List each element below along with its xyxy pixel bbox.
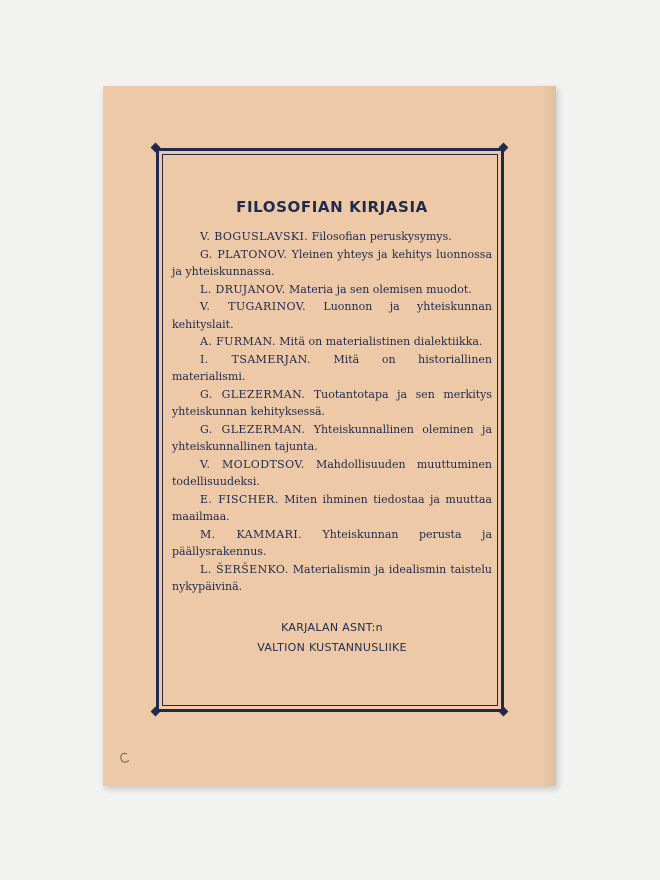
cover-edge-shade [542,86,556,786]
book-author: L. DRUJANOV. [200,282,286,296]
publisher-line-1: KARJALAN ASNT:n [281,620,383,634]
book-entry [172,491,492,526]
book-author: A. FURMAN. [200,335,276,348]
publisher-line-2: VALTION KUSTANNUSLIIKE [257,640,407,654]
book-title: Mitä on materialistinen dialektiikka. [279,335,483,348]
book-list [172,228,492,596]
book-title: Filosofian peruskysymys. [311,230,452,243]
book-author: V. TUGARINOV. [200,300,307,313]
pencil-circle-mark [118,751,132,765]
book-title: Yleinen yhteys ja kehitys luonnossa ja yhteiskunnassa. [172,247,493,278]
book-title: Materialismin ja idealismin taistelu nykypäivinä. [172,562,492,593]
book-entry [172,281,492,299]
book-title: Luonnon ja yhteiskunnan kehityslait. [172,300,492,331]
book-title: Mitä on historiallinen materialismi. [172,352,493,383]
book-title: Yhteiskunnallinen oleminen ja yhteiskunnallinen tajunta. [172,422,492,453]
book-author: G. GLEZERMAN. [200,422,306,436]
book-entry [172,333,492,351]
book-entry [172,228,492,246]
book-entry [172,561,492,596]
book-title: Mahdollisuuden muuttuminen todellisuudeksi. [172,457,492,488]
book-author: L. ŠERŠENKO. [200,562,289,576]
cover-text-block [172,198,492,658]
series-heading: FILOSOFIAN KIRJASIA [236,198,428,216]
book-entry [172,298,492,333]
book-author: V. BOGUSLAVSKI. [200,230,309,243]
book-title: Materia ja sen olemisen muodot. [289,282,472,296]
book-author: V. MOLODTSOV. [200,457,305,471]
book-author: G. PLATONOV. [200,247,288,261]
book-author: G. GLEZERMAN. [200,387,306,401]
book-author: I. TSAMERJAN. [200,352,311,366]
publisher-imprint [172,618,492,658]
book-entry [172,526,492,561]
book-title: Yhteiskunnan perusta ja päällysrakennus. [172,527,493,558]
book-title: Tuotantotapa ja sen merkitys yhteiskunnan kehityksessä. [172,387,492,418]
book-entry [172,421,492,456]
book-entry [172,246,492,281]
book-entry [172,456,492,491]
book-author: E. FISCHER. [200,492,279,506]
book-title: Miten ihminen tiedostaa ja muuttaa maailmaa. [172,492,492,523]
book-entry [172,351,492,386]
book-entry [172,386,492,421]
book-author: M. KAMMARI. [200,527,302,541]
